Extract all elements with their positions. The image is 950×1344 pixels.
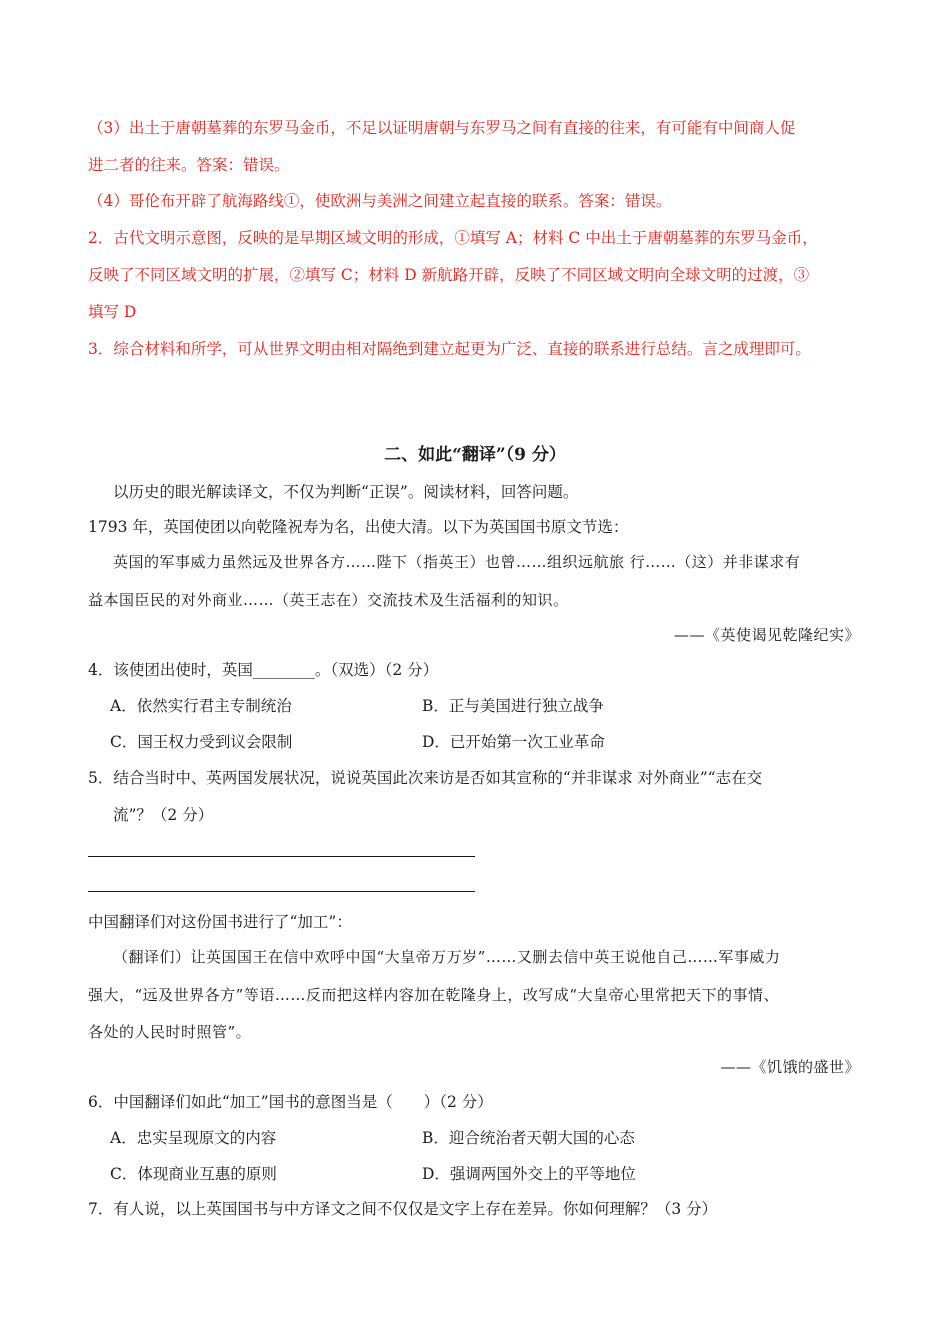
q6-option-d[interactable]: D．强调两国外交上的平等地位 <box>422 1165 636 1183</box>
quote2-line-1: （翻译们）让英国国王在信中欢呼中国“大皇帝万万岁”……又删去信中英王说他自己……军事威力 <box>113 948 781 966</box>
q4-option-c[interactable]: C．国王权力受到议会限制 <box>110 733 293 751</box>
answer-q2-line-1: 2．古代文明示意图，反映的是早期区域文明的形成，①填写 A；材料 C 中出土于唐朝墓葬的东罗马金币， <box>88 229 818 247</box>
q6-option-b[interactable]: B．迎合统治者天朝大国的心态 <box>422 1129 635 1147</box>
answer-q2-line-3: 填写 D <box>88 303 137 321</box>
question-6-stem: 6．中国翻译们如此“加工”国书的意图当是（ ）（2 分） <box>88 1093 493 1111</box>
answer-blank-line-1[interactable] <box>88 856 475 857</box>
section-title: 二、如此“翻译”（9 分） <box>384 445 566 465</box>
transition-text: 中国翻译们对这份国书进行了“加工”： <box>88 913 352 931</box>
quote1-source: ——《英使谒见乾隆纪实》 <box>673 626 860 644</box>
quote2-source: ——《饥饿的盛世》 <box>720 1058 860 1076</box>
q4-option-a[interactable]: A．依然实行君主专制统治 <box>110 697 292 715</box>
q4-option-d[interactable]: D．已开始第一次工业革命 <box>422 733 605 751</box>
question-5-line-1: 5．结合当时中、英两国发展状况，说说英国此次来访是否如其宣称的“并非谋求 对外商业”“志在交 <box>88 769 763 787</box>
answer-q3-line: 3．综合材料和所学，可从世界文明由相对隔绝到建立起更为广泛、直接的联系进行总结。言之成理即可。 <box>88 340 811 358</box>
q6-option-a[interactable]: A．忠实呈现原文的内容 <box>110 1129 277 1147</box>
answer-3-line-1: （3）出土于唐朝墓葬的东罗马金币，不足以证明唐朝与东罗马之间有直接的往来，有可能有中间商人促 <box>88 119 796 137</box>
quote1-line-1: 英国的军事威力虽然远及世界各方……陛下（指英王）也曾……组织远航旅 行……（这）并非谋求有 <box>113 553 801 571</box>
answer-blank-line-2[interactable] <box>88 891 475 892</box>
answer-3-line-2: 进二者的往来。答案：错误。 <box>88 156 290 174</box>
quote2-line-3: 各处的人民时时照管”。 <box>88 1023 252 1041</box>
q6-option-c[interactable]: C．体现商业互惠的原则 <box>110 1165 277 1183</box>
quote2-line-2: 强大，“远及世界各方”等语……反而把这样内容加在乾隆身上，改写成“大皇帝心里常把天下的事情、 <box>88 986 780 1004</box>
answer-q2-line-2: 反映了不同区域文明的扩展，②填写 C；材料 D 新航路开辟，反映了不同区域文明向全球文明的过渡，③ <box>88 266 810 284</box>
section-context: 1793 年，英国使团以向乾隆祝寿为名，出使大清。以下为英国国书原文节选： <box>88 518 629 536</box>
q4-option-b[interactable]: B．正与美国进行独立战争 <box>422 697 604 715</box>
question-4-stem: 4．该使团出使时，英国________。（双选）（2 分） <box>88 661 439 679</box>
section-intro: 以历史的眼光解读译文，不仅为判断“正误”。阅读材料，回答问题。 <box>113 483 579 501</box>
quote1-line-2: 益本国臣民的对外商业……（英王志在）交流技术及生活福利的知识。 <box>88 591 569 609</box>
question-7-stem: 7．有人说，以上英国国书与中方译文之间不仅仅是文字上存在差异。你如何理解？（3 分） <box>88 1200 718 1218</box>
question-5-line-2: 流”？（2 分） <box>113 806 214 824</box>
answer-4-line: （4）哥伦布开辟了航海路线①，使欧洲与美洲之间建立起直接的联系。答案：错误。 <box>88 192 672 210</box>
